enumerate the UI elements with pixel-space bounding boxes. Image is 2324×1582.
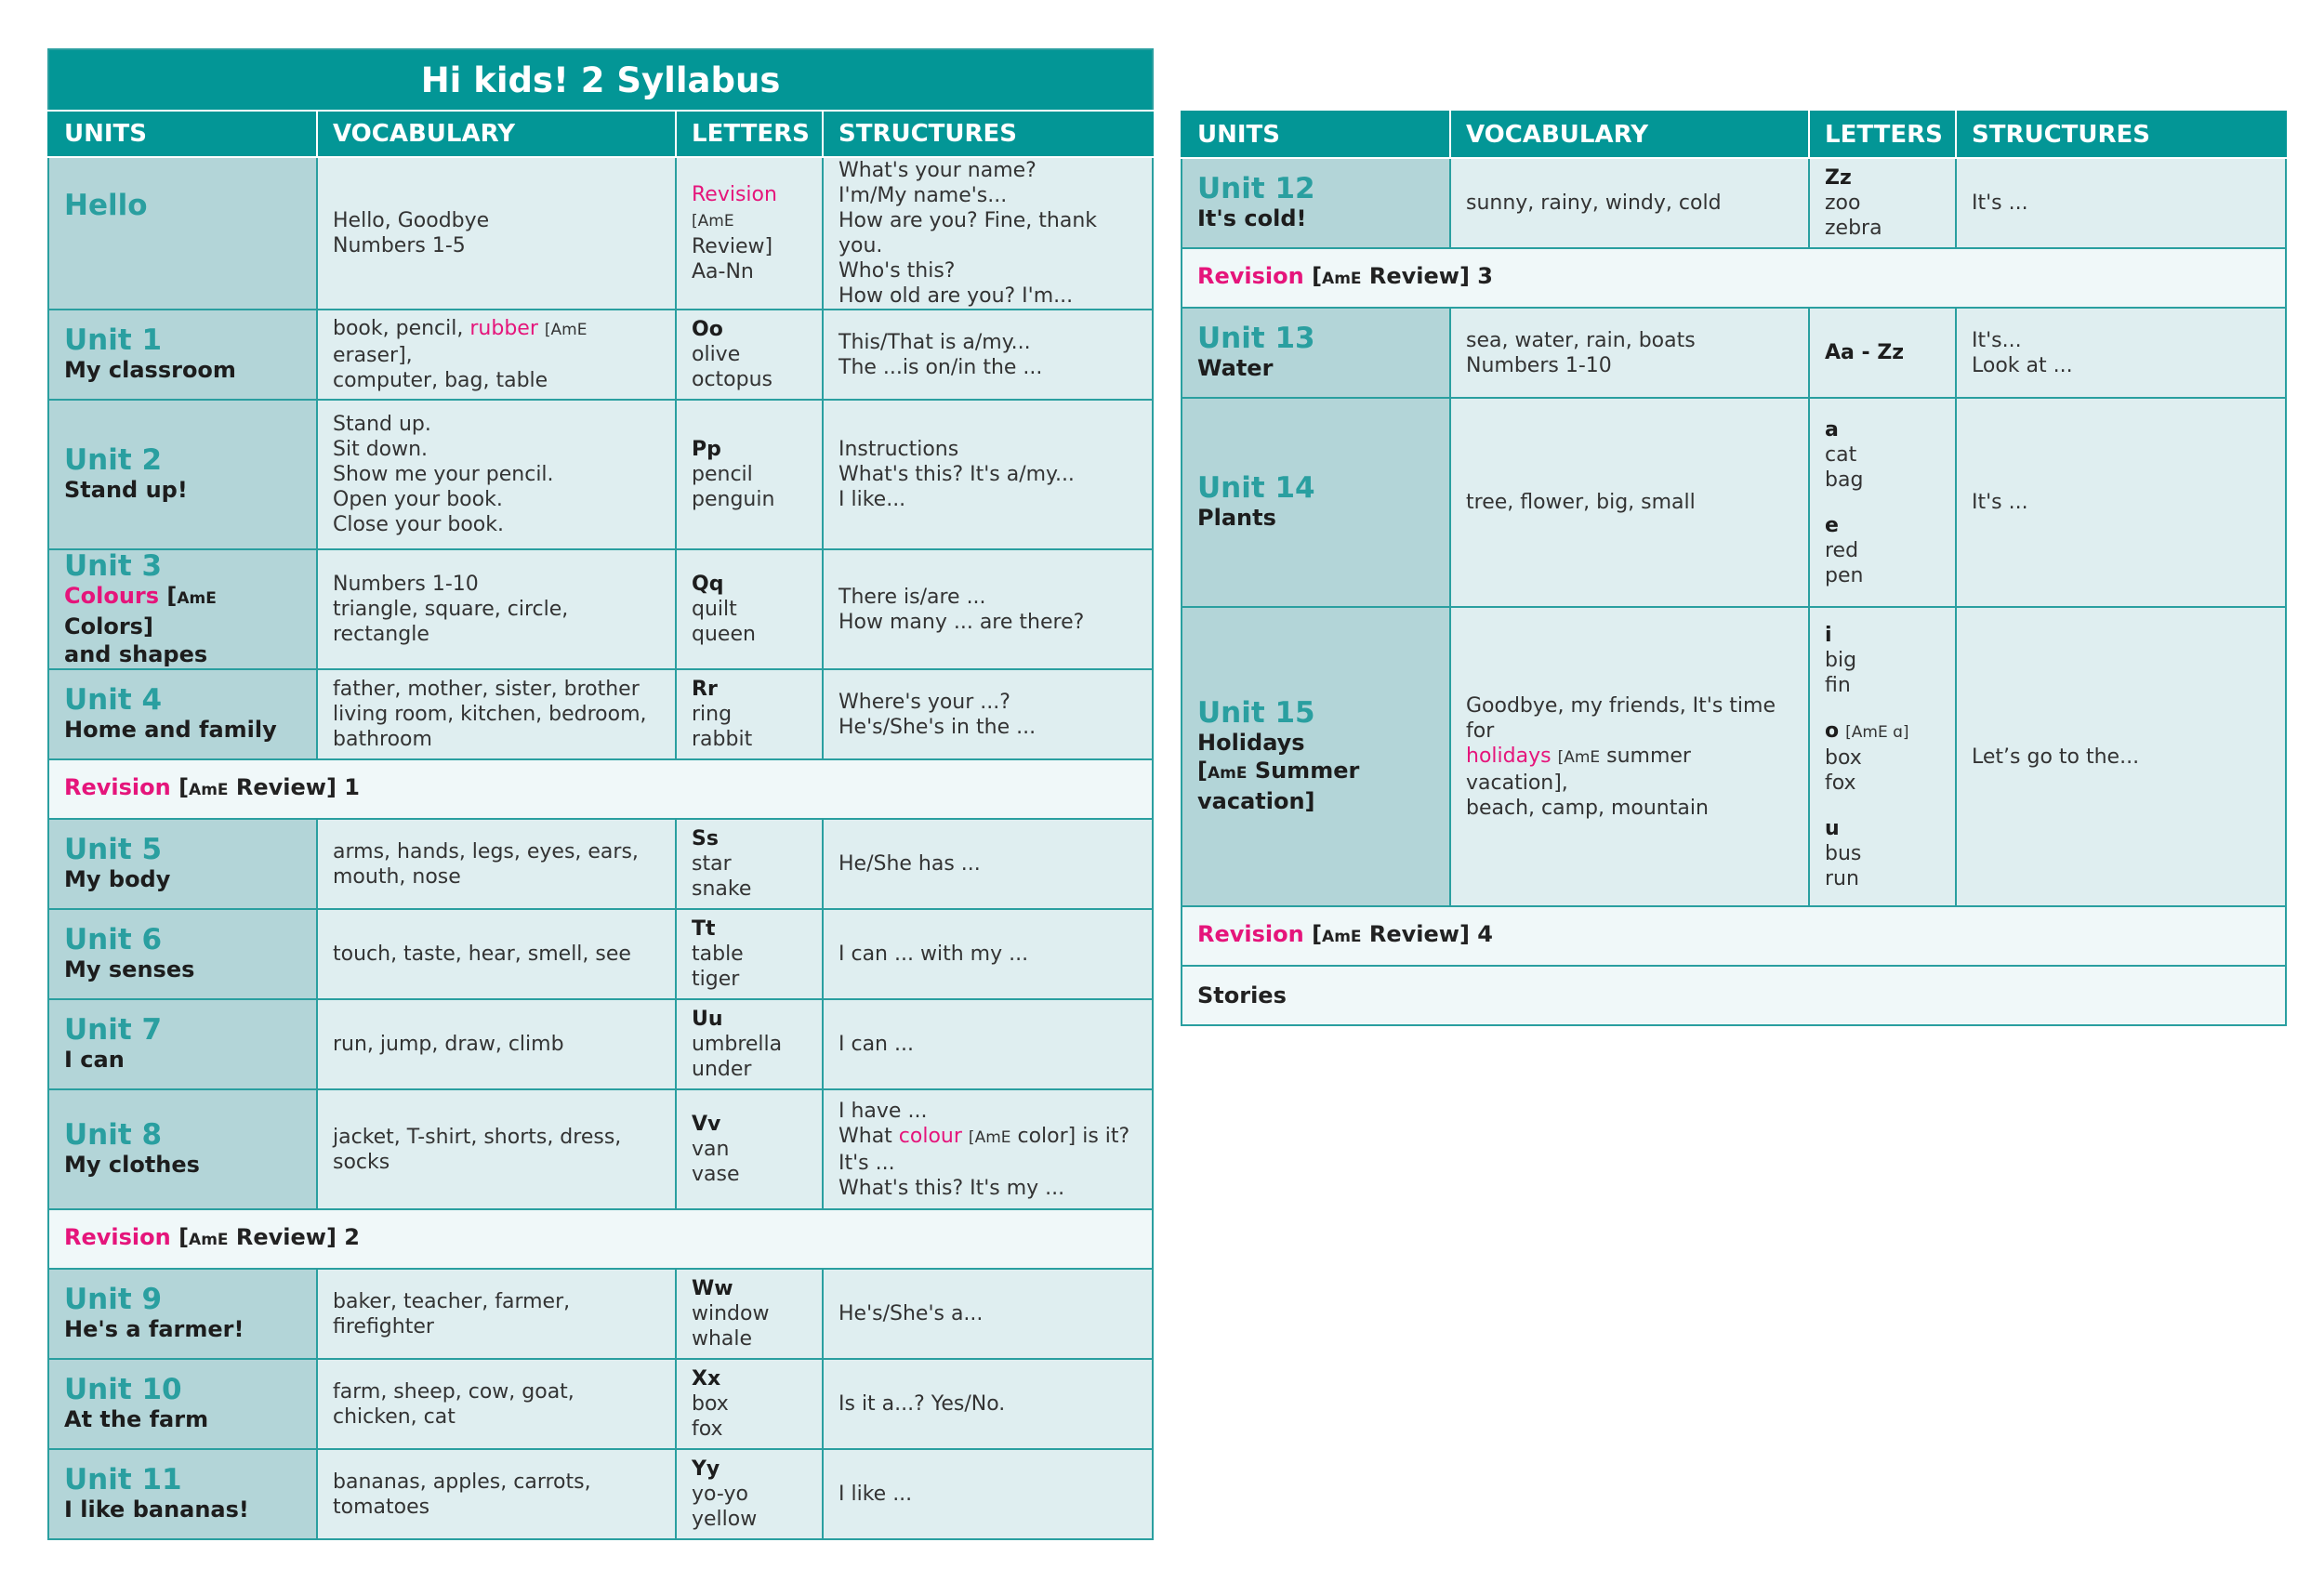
row-unit-7: [48, 999, 1153, 1089]
unit-number: Unit 6: [64, 923, 163, 956]
ame-tag: AmE: [1322, 270, 1362, 288]
header-units: UNITS: [48, 111, 317, 157]
letter-word: vase: [692, 1163, 740, 1186]
structures-cell: [1956, 158, 2286, 248]
review-label: Review] 2: [235, 1224, 360, 1250]
unit-name-ame: Summer vacation]: [1197, 758, 1360, 814]
unit-name: I can: [64, 1047, 125, 1073]
letter: Vv: [692, 1113, 721, 1136]
row-unit-5: [48, 819, 1153, 909]
letter: Xx: [692, 1367, 721, 1391]
ame-tag: AmE: [1207, 764, 1248, 783]
vocab-line: Sit down.: [333, 438, 429, 461]
structure-line: It's ...: [838, 1151, 895, 1175]
letter-word: snake: [692, 877, 752, 901]
structures-cell: [823, 909, 1153, 999]
structure-line: Look at ...: [1972, 353, 2073, 377]
header-units: UNITS: [1182, 112, 1450, 158]
review-label: Review]: [692, 235, 773, 258]
vocab-line: Hello, Goodbye: [333, 209, 490, 232]
unit-number: Unit 13: [1197, 322, 1315, 355]
row-stories: [1182, 966, 2286, 1025]
header-vocabulary: VOCABULARY: [1450, 112, 1809, 158]
structure-line: He/She has ...: [838, 852, 981, 876]
ame-tag: AmE: [177, 588, 217, 608]
unit-number: Unit 2: [64, 443, 163, 477]
row-revision-4: [1182, 906, 2286, 966]
vocab-line: baker, teacher, farmer, firefighter: [333, 1289, 571, 1338]
unit-name: He's a farmer!: [64, 1316, 244, 1342]
letter-range: Aa - Zz: [1825, 341, 1905, 364]
letter-word: tiger: [692, 968, 740, 991]
unit-number: Unit 1: [64, 323, 163, 357]
vocab-cell: [317, 549, 676, 669]
unit-name: and shapes: [64, 640, 208, 667]
unit-cell: [1182, 398, 1450, 607]
ame-tag: AmE: [1564, 747, 1601, 767]
vocab-line: Close your book.: [333, 513, 505, 536]
unit-number: Unit 4: [64, 683, 163, 717]
vocab-line: Numbers 1-10: [333, 573, 479, 596]
structure-line: I have ...: [838, 1099, 928, 1123]
letter: Ww: [692, 1277, 733, 1300]
letter-word: bag: [1825, 468, 1864, 492]
unit-name: My senses: [64, 956, 195, 982]
vocab-cell: [317, 999, 676, 1089]
structures-cell: [823, 400, 1153, 549]
vocab-line: living room, kitchen, bedroom,: [333, 703, 647, 726]
unit-cell: [48, 819, 317, 909]
header-structures: STRUCTURES: [823, 111, 1153, 157]
row-unit-8: [48, 1089, 1153, 1209]
vocab-cell: [317, 669, 676, 759]
structure-line: Who's this?: [838, 259, 956, 283]
vocab-cell: [317, 1449, 676, 1539]
letter: Uu: [692, 1008, 723, 1031]
letter: Oo: [692, 318, 723, 341]
structures-cell: [823, 819, 1153, 909]
unit-cell: Unit 3 Colours [AmE Colors] and shapes: [48, 549, 317, 669]
row-unit-14: [1182, 398, 2286, 607]
unit-cell: [48, 400, 317, 549]
vocab-text: eraser],: [333, 344, 413, 367]
structure-line: Is it a...? Yes/No.: [838, 1392, 1006, 1416]
vocab-line: triangle, square, circle, rectangle: [333, 598, 569, 646]
unit-name: Stand up!: [64, 477, 188, 503]
unit-name-ame: Colors]: [64, 613, 153, 639]
letter-word: van: [692, 1138, 730, 1161]
vocab-cell: [1450, 158, 1809, 248]
unit-cell: [48, 909, 317, 999]
revision-cell: Revision [AmE Review] 3: [1182, 248, 2286, 308]
revision-cell: Revision [AmE Review] 2: [48, 1209, 1153, 1269]
structure-line: He's/She's a...: [838, 1302, 984, 1325]
unit-name: Home and family: [64, 717, 277, 743]
row-unit-4: [48, 669, 1153, 759]
unit-cell: [48, 310, 317, 400]
vocab-line: bathroom: [333, 728, 432, 751]
letter: Ss: [692, 827, 719, 850]
ame-tag: AmE: [550, 321, 588, 339]
letter-word: pen: [1825, 563, 1864, 587]
ame-tag: AmE: [1322, 928, 1362, 946]
row-unit-10: [48, 1359, 1153, 1449]
unit-number: Unit 3: [64, 549, 163, 583]
vocab-line: Goodbye, my friends, It's time for: [1466, 693, 1776, 743]
unit-name: Hello: [64, 189, 148, 222]
letter-word: zebra: [1825, 217, 1882, 240]
letter-word: fin: [1825, 673, 1851, 697]
structure-line: The ...is on/in the ...: [838, 355, 1043, 379]
letter-word: cat: [1825, 442, 1857, 467]
letter-range: Aa-Nn: [692, 260, 754, 283]
letter-word: table: [692, 943, 744, 966]
letter-word: fox: [1825, 771, 1856, 795]
letters-cell: [676, 549, 823, 669]
structures-cell: [823, 310, 1153, 400]
vocab-cell: [1450, 398, 1809, 607]
structure-line: What's this? It's a/my...: [838, 463, 1075, 486]
vocab-line: farm, sheep, cow, goat, chicken, cat: [333, 1379, 574, 1429]
ame-tag: AmE: [1851, 722, 1888, 742]
vocab-cell: book, pencil, rubber [AmE eraser], computer, bag, table: [317, 310, 676, 400]
vocab-cell: [317, 909, 676, 999]
ame-tag: AmE: [189, 1231, 229, 1249]
letter-word: under: [692, 1058, 752, 1081]
structure-line: There is/are ...: [838, 585, 986, 609]
row-unit-2: [48, 400, 1153, 549]
letter-word: quilt: [692, 598, 737, 621]
structure-line: I'm/My name's...: [838, 184, 1008, 207]
unit-number: Unit 12: [1197, 172, 1315, 205]
structure-line: What's your name?: [838, 159, 1037, 182]
page-title: Hi kids! 2 Syllabus: [48, 49, 1153, 111]
unit-cell: [48, 1269, 317, 1359]
letter-word: box: [1825, 745, 1862, 770]
structures-cell: [823, 549, 1153, 669]
letters-cell: [1809, 158, 1956, 248]
letters-cell: [676, 1449, 823, 1539]
letters-cell: [676, 310, 823, 400]
row-unit-9: [48, 1269, 1153, 1359]
row-unit-1: [48, 310, 1153, 400]
structures-cell: [823, 669, 1153, 759]
unit-number: Unit 10: [64, 1373, 182, 1406]
vocab-cell: [317, 819, 676, 909]
letters-cell: [676, 819, 823, 909]
structures-cell: [823, 1449, 1153, 1539]
structures-cell: [1956, 607, 2286, 906]
vocab-highlight: holidays: [1466, 744, 1552, 768]
letter: i: [1825, 623, 1832, 647]
row-unit-13: [1182, 308, 2286, 398]
unit-cell: [48, 1089, 317, 1209]
unit-number: Unit 15: [1197, 696, 1315, 730]
unit-cell: Unit 15 Holidays [AmE Summer vacation]: [1182, 607, 1450, 906]
structure-line: I like ...: [838, 1483, 913, 1506]
structure-highlight: colour: [898, 1124, 962, 1148]
vocab-line: bananas, apples, carrots, tomatoes: [333, 1470, 591, 1519]
header-letters: LETTERS: [1809, 112, 1956, 158]
letter-word: zoo: [1825, 191, 1861, 215]
letter-word: star: [692, 852, 732, 876]
ame-tag: AmE: [189, 781, 229, 799]
letters-cell: [676, 669, 823, 759]
unit-cell: [48, 999, 317, 1089]
letters-cell: [676, 909, 823, 999]
unit-name-highlight: Colours: [64, 582, 160, 609]
vocab-cell: [1450, 308, 1809, 398]
structures-cell: [823, 999, 1153, 1089]
structure-line: How many ... are there?: [838, 610, 1085, 634]
letters-cell: [676, 400, 823, 549]
structure-line: This/That is a/my...: [838, 330, 1031, 354]
letter-word: box: [692, 1392, 729, 1416]
letters-cell: [1809, 398, 1956, 607]
syllabus-table-left: [47, 48, 1154, 1540]
vocab-line: Stand up.: [333, 413, 431, 436]
vocab-cell: [317, 157, 676, 310]
revision-label: Revision: [692, 183, 777, 206]
unit-number: Unit 9: [64, 1283, 163, 1316]
vocab-cell: [317, 400, 676, 549]
letters-cell: i big fin o [AmE ɑ] box fox u bus run: [1809, 607, 1956, 906]
structure-line: He's/She's in the ...: [838, 715, 1037, 739]
stories-cell: Stories: [1182, 966, 2286, 1025]
vocab-cell: [317, 1359, 676, 1449]
letter-word: red: [1825, 538, 1859, 562]
vocab-line: tree, flower, big, small: [1466, 491, 1696, 514]
vocab-text: summer vacation],: [1466, 744, 1691, 795]
vocab-line: run, jump, draw, climb: [333, 1033, 564, 1056]
letters-cell: [676, 1089, 823, 1209]
letter-word: ring: [692, 703, 733, 726]
unit-name: My body: [64, 866, 171, 892]
structure-line: What's this? It's my ...: [838, 1176, 1065, 1200]
revision-label: Revision: [64, 774, 171, 800]
ame-tag: AmE: [697, 212, 734, 231]
letter-word: fox: [692, 1417, 723, 1441]
letter-word: bus: [1825, 841, 1862, 865]
ame-tag: AmE: [974, 1127, 1011, 1147]
unit-number: Unit 8: [64, 1118, 163, 1152]
structures-cell: [1956, 308, 2286, 398]
row-revision-1: [48, 759, 1153, 819]
row-unit-15: [1182, 607, 2286, 906]
letter-word: window: [692, 1302, 770, 1325]
row-unit-11: [48, 1449, 1153, 1539]
letter-word: octopus: [692, 368, 773, 391]
unit-name: Plants: [1197, 505, 1276, 531]
vocab-highlight: rubber: [469, 317, 538, 340]
vocab-cell: [317, 1269, 676, 1359]
structure-line: How old are you? I'm...: [838, 284, 1074, 308]
letter: Qq: [692, 573, 724, 596]
structures-cell: I have ... What colour [AmE color] is it? It's ... What's this? It's my ...: [823, 1089, 1153, 1209]
unit-name-highlight: Holidays: [1197, 730, 1305, 756]
unit-name: I like bananas!: [64, 1496, 249, 1523]
letter: Zz: [1825, 166, 1852, 190]
unit-name: At the farm: [64, 1406, 209, 1432]
unit-name: My classroom: [64, 357, 236, 383]
letters-cell: [676, 999, 823, 1089]
unit-name: Water: [1197, 355, 1274, 381]
letter-word: olive: [692, 343, 741, 366]
vocab-line: Numbers 1-10: [1466, 353, 1612, 377]
vocab-line: mouth, nose: [333, 864, 461, 889]
letter: Yy: [692, 1457, 720, 1481]
letter-word: queen: [692, 623, 756, 646]
letter: o: [1825, 718, 1840, 743]
unit-cell: [1182, 308, 1450, 398]
vocab-line: touch, taste, hear, smell, see: [333, 943, 631, 966]
unit-cell: [48, 669, 317, 759]
letter-word: rabbit: [692, 728, 753, 751]
revision-label: Revision: [1197, 263, 1304, 289]
vocab-line: Show me your pencil.: [333, 463, 554, 486]
unit-cell: [1182, 158, 1450, 248]
unit-name: My clothes: [64, 1152, 200, 1178]
structure-line: It's...: [1972, 328, 2022, 352]
unit-cell: [48, 1359, 317, 1449]
unit-cell: [48, 1449, 317, 1539]
unit-cell: [48, 157, 317, 310]
review-label: Review] 4: [1368, 921, 1493, 947]
letter-word: run: [1825, 866, 1859, 890]
unit-number: Unit 5: [64, 833, 163, 866]
structures-cell: [823, 1269, 1153, 1359]
unit-number: Unit 11: [64, 1463, 182, 1496]
structures-cell: [823, 157, 1153, 310]
structures-cell: [823, 1359, 1153, 1449]
vocab-line: Numbers 1-5: [333, 234, 466, 257]
vocab-line: sea, water, rain, boats: [1466, 328, 1696, 352]
letters-cell: Revision [AmE Review] Aa-Nn: [676, 157, 823, 310]
vocab-cell: Goodbye, my friends, It's time for holidays [AmE summer vacation], beach, camp, mountain: [1450, 607, 1809, 906]
letter-ame: ɑ]: [1887, 722, 1909, 742]
letter-word: whale: [692, 1327, 753, 1351]
review-label: Review] 3: [1368, 263, 1493, 289]
structure-line: Instructions: [838, 438, 959, 461]
letter: u: [1825, 816, 1840, 840]
row-revision-2: [48, 1209, 1153, 1269]
structure-line: It's ...: [1972, 191, 2028, 215]
row-unit-12: [1182, 158, 2286, 248]
vocab-line: jacket, T-shirt, shorts, dress, socks: [333, 1125, 622, 1174]
vocab-cell: [317, 1089, 676, 1209]
structure-line: Where's your ...?: [838, 690, 1010, 714]
letter: e: [1825, 513, 1839, 537]
structure-line: Let’s go to the...: [1972, 745, 2140, 769]
unit-number: Unit 14: [1197, 471, 1315, 505]
row-revision-3: [1182, 248, 2286, 308]
unit-name: It's cold!: [1197, 205, 1307, 231]
letter-word: pencil: [692, 463, 753, 486]
header-letters: LETTERS: [676, 111, 823, 157]
letter: a: [1825, 417, 1839, 442]
structure-text: color] is it?: [1010, 1124, 1130, 1148]
revision-label: Revision: [1197, 921, 1304, 947]
letter: Rr: [692, 678, 718, 701]
letter-word: umbrella: [692, 1033, 783, 1056]
vocab-text: book, pencil,: [333, 317, 470, 340]
vocab-line: Open your book.: [333, 488, 503, 511]
letter-word: penguin: [692, 488, 775, 511]
header-vocabulary: VOCABULARY: [317, 111, 676, 157]
revision-cell: Revision [AmE Review] 4: [1182, 906, 2286, 966]
row-unit-6: [48, 909, 1153, 999]
structure-line: I can ... with my ...: [838, 943, 1029, 966]
structure-line: I can ...: [838, 1033, 914, 1056]
unit-number: Unit 7: [64, 1013, 163, 1047]
vocab-line: computer, bag, table: [333, 369, 548, 392]
letter-word: big: [1825, 648, 1857, 672]
vocab-line: beach, camp, mountain: [1466, 796, 1709, 820]
structure-line: How are you? Fine, thank you.: [838, 209, 1098, 257]
review-label: Review] 1: [235, 774, 360, 800]
syllabus-table-right: [1181, 111, 2287, 1026]
letters-cell: [1809, 308, 1956, 398]
letter-word: yellow: [692, 1508, 758, 1531]
revision-label: Revision: [64, 1224, 171, 1250]
letter-word: yo-yo: [692, 1483, 748, 1506]
letters-cell: [676, 1269, 823, 1359]
structure-line: I like...: [838, 488, 906, 511]
letter: Pp: [692, 438, 721, 461]
structure-line: It's ...: [1972, 491, 2028, 514]
row-hello: [48, 157, 1153, 310]
revision-cell: Revision [AmE Review] 1: [48, 759, 1153, 819]
structures-cell: [1956, 398, 2286, 607]
header-structures: STRUCTURES: [1956, 112, 2286, 158]
letter: Tt: [692, 917, 716, 941]
vocab-line: arms, hands, legs, eyes, ears,: [333, 839, 639, 864]
vocab-line: father, mother, sister, brother: [333, 678, 640, 701]
letters-cell: [676, 1359, 823, 1449]
row-unit-3: [48, 549, 1153, 669]
structure-text: What: [838, 1124, 899, 1148]
vocab-line: sunny, rainy, windy, cold: [1466, 191, 1722, 215]
